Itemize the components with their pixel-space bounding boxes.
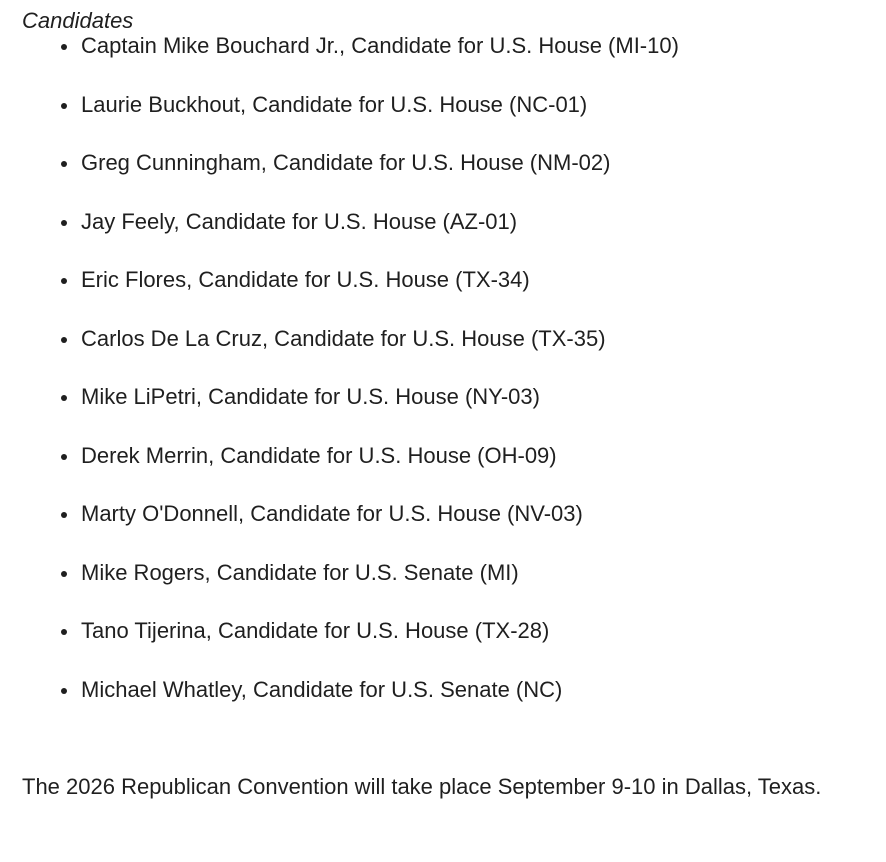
candidate-text: Mike LiPetri, Candidate for U.S. House (NY-03)	[81, 384, 540, 409]
candidate-list	[22, 35, 864, 701]
list-item	[22, 442, 864, 468]
list-item	[22, 386, 864, 408]
candidate-text: Michael Whatley, Candidate for U.S. Senate (NC)	[81, 676, 563, 702]
bullet-icon	[61, 44, 67, 50]
candidate-text: Carlos De La Cruz, Candidate for U.S. House (TX-35)	[81, 325, 606, 351]
candidate-text: Captain Mike Bouchard Jr., Candidate for U.S. House (MI-10)	[81, 33, 679, 58]
list-item	[22, 676, 864, 702]
section-heading: Candidates	[22, 8, 134, 33]
candidate-text: Tano Tijerina, Candidate for U.S. House (TX-28)	[81, 618, 550, 643]
bullet-icon	[61, 395, 67, 401]
bullet-icon	[61, 571, 67, 577]
candidate-text: Greg Cunningham, Candidate for U.S. House (NM-02)	[81, 150, 611, 175]
list-item	[22, 269, 864, 291]
bullet-icon	[61, 688, 67, 694]
list-item	[22, 559, 864, 585]
list-item	[22, 35, 864, 57]
list-item	[22, 91, 864, 117]
bullet-icon	[61, 278, 67, 284]
candidate-text: Laurie Buckhout, Candidate for U.S. House (NC-01)	[81, 91, 588, 117]
list-item	[22, 208, 864, 234]
candidate-text: Eric Flores, Candidate for U.S. House (TX-34)	[81, 267, 530, 292]
list-item	[22, 152, 864, 174]
bullet-icon	[61, 337, 67, 343]
list-item	[22, 620, 864, 642]
candidate-text: Derek Merrin, Candidate for U.S. House (OH-09)	[81, 442, 557, 468]
list-item	[22, 503, 864, 525]
list-item	[22, 325, 864, 351]
candidate-text: Mike Rogers, Candidate for U.S. Senate (MI)	[81, 559, 519, 585]
bullet-icon	[61, 220, 67, 226]
bullet-icon	[61, 629, 67, 635]
bullet-icon	[61, 454, 67, 460]
closing-paragraph: The 2026 Republican Convention will take place September 9-10 in Dallas, Texas.	[22, 773, 822, 799]
bullet-icon	[61, 512, 67, 518]
candidate-text: Marty O'Donnell, Candidate for U.S. House (NV-03)	[81, 501, 583, 526]
bullet-icon	[61, 103, 67, 109]
bullet-icon	[61, 161, 67, 167]
candidate-text: Jay Feely, Candidate for U.S. House (AZ-01)	[81, 208, 518, 234]
